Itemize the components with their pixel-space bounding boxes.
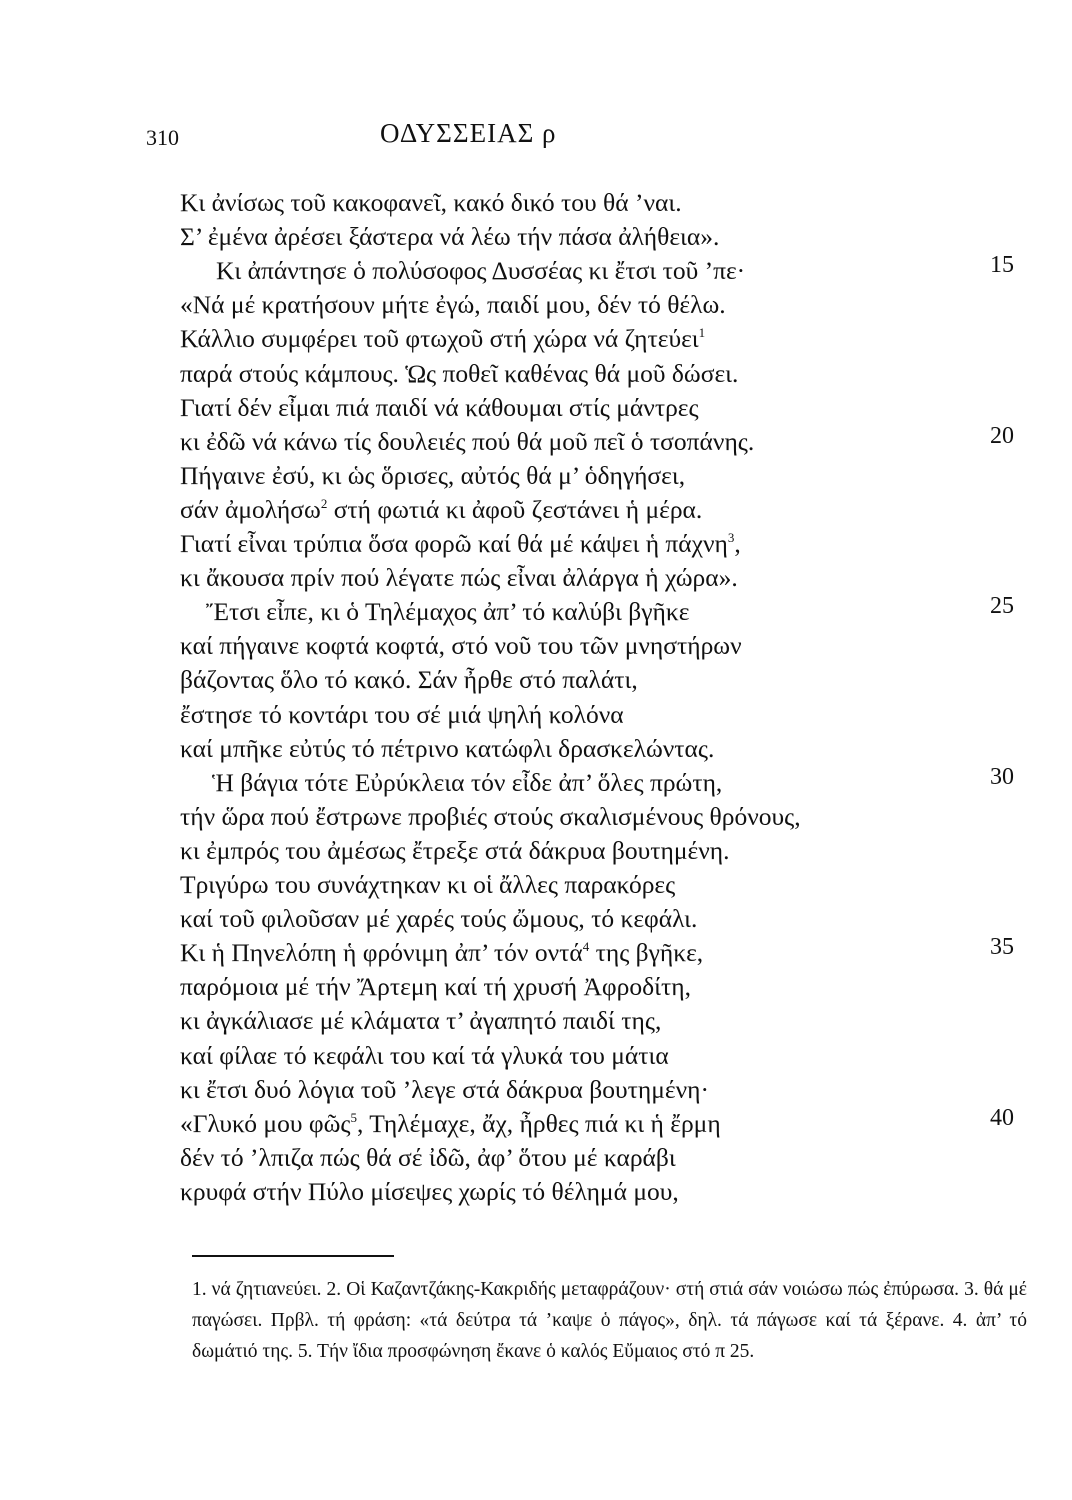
verse-text: καί μπῆκε εὐτύς τό πέτρινο κατώφλι δρασκελώντας. bbox=[180, 733, 715, 763]
verse-line bbox=[180, 663, 638, 697]
verse-text: κι ἐμπρός του ἀμέσως ἔτρεξε στά δάκρυα βουτημένη. bbox=[180, 835, 730, 865]
verse-line bbox=[180, 936, 703, 970]
verse-line bbox=[180, 1039, 669, 1073]
footnote-divider bbox=[192, 1255, 394, 1257]
verse-text: παρόμοια μέ τήν Ἄρτεμη καί τή χρυσή Ἀφροδίτη, bbox=[180, 972, 691, 1002]
verse-text-continued: , Τηλέμαχε, ἄχ, ἦρθες πιά κι ἡ ἔρμη bbox=[356, 1108, 721, 1138]
verse-text: Σ’ ἐμένα ἀρέσει ξάστερα νά λέω τήν πάσα ἀλήθεια». bbox=[180, 222, 720, 252]
verse-text: κι ἄκουσα πρίν πού λέγατε πώς εἶναι ἀλάργα ἡ χώρα». bbox=[180, 563, 738, 593]
verse-text: Γιατί εἶναι τρύπια ὅσα φορῶ καί θά μέ κάψει ἡ πάχνη bbox=[180, 529, 728, 558]
footnotes: 1. νά ζητιανεύει. 2. Οἱ Καζαντζάκης-Κακριδής μεταφράζουν· στή στιά σάν νοιώσω πώς ἐπύρωσα. 3. θά μέ παγώσει. Πρβλ. τή φράση: «τά δεύτρα τά ’καψε ὁ πάγος», δηλ. τά πάγωσε καί τά ξέρανε. 4. ἀπ’ τό δωμάτιό της. 5. Τήν ἴδια προσφώνηση ἔκανε ὁ καλός Εὔμαιος στό π 25. bbox=[192, 1279, 1027, 1362]
verse-line bbox=[180, 357, 738, 391]
verse-text: Κάλλιο συμφέρει τοῦ φτωχοῦ στή χώρα νά ζητεύει bbox=[180, 324, 699, 354]
verse-text: καί τοῦ φιλοῦσαν μέ χαρές τούς ὤμους, τό κεφάλι. bbox=[180, 904, 698, 934]
line-number: 25 bbox=[990, 593, 1014, 620]
verse-line bbox=[180, 391, 699, 425]
footnote-marker: 3 bbox=[727, 530, 735, 545]
verse-line bbox=[180, 834, 729, 868]
verse-line bbox=[180, 1004, 661, 1038]
verse-line bbox=[180, 1073, 709, 1107]
line-number: 20 bbox=[990, 422, 1014, 449]
verse-text: βάζοντας ὅλο τό κακό. Σάν ἦρθε στό παλάτι, bbox=[180, 665, 638, 695]
verse-text: Τριγύρω του συνάχτηκαν κι οἱ ἄλλες παρακόρες bbox=[180, 870, 676, 899]
verse-text: κι ἐδῶ νά κάνω τίς δουλειές πού θά μοῦ πεῖ ὁ τσοπάνης. bbox=[180, 426, 755, 456]
verse-text: σάν ἀμολήσω bbox=[180, 494, 321, 524]
verse-text-continued: , bbox=[734, 529, 741, 558]
verse-line bbox=[180, 629, 742, 663]
verse-text: «Γλυκό μου φῶς bbox=[180, 1108, 351, 1138]
line-number: 40 bbox=[990, 1104, 1014, 1131]
verse-line bbox=[180, 186, 682, 220]
verse-line bbox=[180, 425, 754, 459]
verse-text: καί πήγαινε κοφτά κοφτά, στό νοῦ του τῶν μνηστήρων bbox=[180, 631, 742, 661]
verse-text: κι ἔτσι δυό λόγια τοῦ ’λεγε στά δάκρυα βουτημένη· bbox=[180, 1074, 709, 1104]
verse-line bbox=[212, 766, 722, 800]
verse-line bbox=[180, 970, 691, 1004]
verse-line bbox=[180, 561, 738, 595]
verse-text: τήν ὥρα πού ἔστρωνε προβιές στούς σκαλισμένους θρόνους, bbox=[180, 801, 801, 831]
verse-line bbox=[180, 1141, 676, 1175]
verse-text: Κι ἡ Πηνελόπη ἡ φρόνιμη ἀπ’ τόν οντά bbox=[180, 938, 583, 968]
verse-text: παρά στούς κάμπους. Ὡς ποθεῖ καθένας θά μοῦ δώσει. bbox=[180, 358, 739, 388]
verse-text: Κι ἀνίσως τοῦ κακοφανεῖ, κακό δικό του θά ’ναι. bbox=[180, 188, 682, 217]
verse-text: Ἡ βάγια τότε Εὐρύκλεια τόν εἶδε ἀπ’ ὅλες πρώτη, bbox=[212, 767, 723, 797]
verse-line bbox=[180, 800, 801, 834]
verse-text: Πήγαινε ἐσύ, κι ὡς ὅρισες, αὐτός θά μ’ ὁδηγήσει, bbox=[180, 460, 686, 490]
verse-text-continued: στή φωτιά κι ἀφοῦ ζεστάνει ἡ μέρα. bbox=[327, 494, 703, 524]
verse-line bbox=[180, 322, 705, 356]
verse-text: ἔστησε τό κοντάρι του σέ μιά ψηλή κολόνα bbox=[180, 699, 624, 729]
page-number: 310 bbox=[146, 125, 179, 150]
verse-text: Γιατί δέν εἶμαι πιά παιδί νά κάθουμαι στίς μάντρες bbox=[180, 392, 699, 422]
verse-text: Κι ἀπάντησε ὁ πολύσοφος Δυσσέας κι ἔτσι τοῦ ’πε· bbox=[216, 256, 746, 286]
verse-text: Ἔτσι εἶπε, κι ὁ Τηλέμαχος ἀπ’ τό καλύβι βγῆκε bbox=[206, 597, 690, 627]
footnote-marker: 5 bbox=[350, 1109, 357, 1125]
verse-line bbox=[180, 493, 702, 527]
verse-line bbox=[180, 288, 726, 322]
footnote-marker: 2 bbox=[320, 495, 328, 511]
verse-line bbox=[180, 459, 685, 493]
running-head: ΟΔΥΣΣΕΙΑΣ ρ bbox=[380, 118, 557, 148]
verse-text-continued: της βγῆκε, bbox=[589, 938, 704, 968]
verse-line bbox=[180, 1107, 721, 1141]
verse-line bbox=[180, 732, 714, 766]
verse-line bbox=[180, 868, 675, 902]
verse-text: δέν τό ’λπιζα πώς θά σέ ἰδῶ, ἀφ’ ὅτου μέ καράβι bbox=[180, 1142, 676, 1172]
verse-text: καί φίλαε τό κεφάλι του καί τά γλυκά του μάτια bbox=[180, 1040, 669, 1070]
verse-line bbox=[206, 595, 689, 629]
verse-line bbox=[180, 527, 741, 561]
footnote-marker: 1 bbox=[698, 325, 706, 341]
verse-text: «Νά μέ κρατήσουν μήτε ἐγώ, παιδί μου, δέν τό θέλω. bbox=[180, 290, 726, 320]
verse-line bbox=[180, 220, 719, 254]
verse-line bbox=[180, 902, 697, 936]
verse-line bbox=[216, 254, 745, 288]
footnote-marker: 4 bbox=[582, 939, 590, 955]
line-number: 30 bbox=[990, 763, 1014, 790]
verse-line bbox=[180, 1175, 679, 1209]
verse-text: κι ἀγκάλιασε μέ κλάματα τ’ ἀγαπητό παιδί της, bbox=[180, 1006, 662, 1036]
line-number: 35 bbox=[990, 934, 1014, 961]
verse-line bbox=[180, 698, 624, 732]
verse-text: κρυφά στήν Πύλο μίσεψες χωρίς τό θέλημά μου, bbox=[180, 1176, 679, 1206]
line-number: 15 bbox=[990, 252, 1014, 279]
